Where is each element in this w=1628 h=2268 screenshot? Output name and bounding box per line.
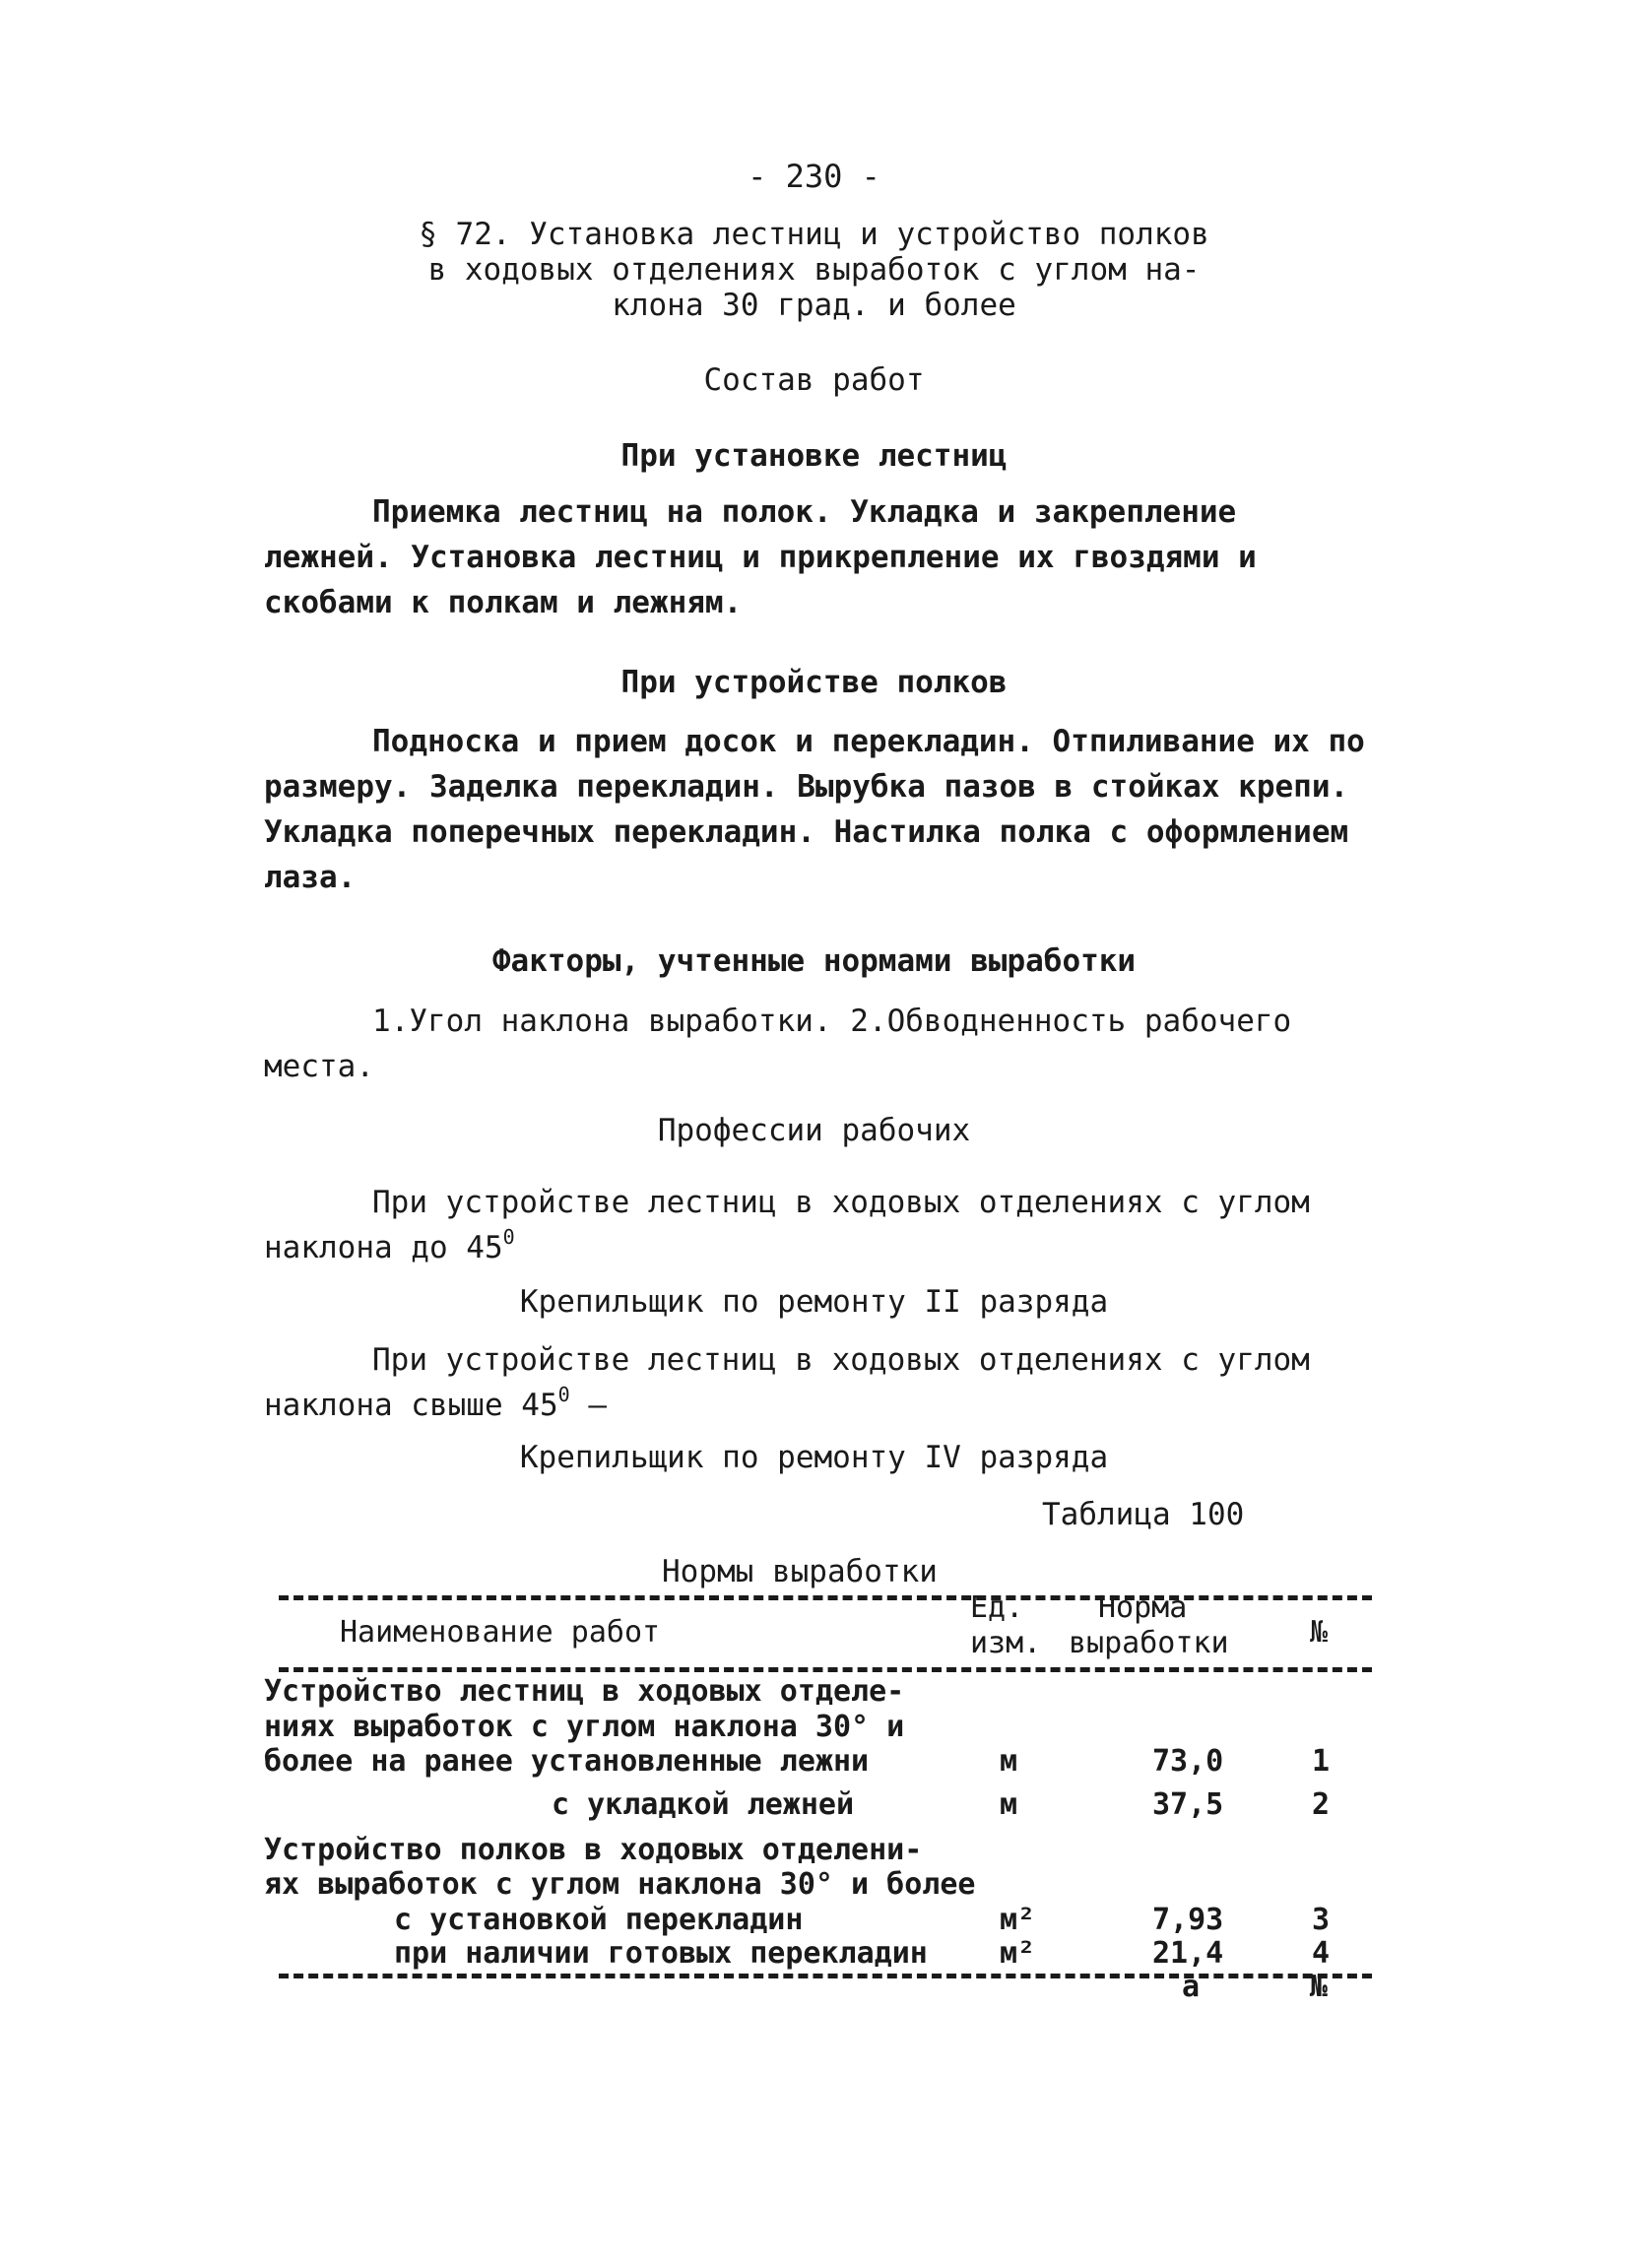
group-1-line-2: ниях выработок с углом наклона 30° и xyxy=(264,1710,905,1744)
row-4-unit: м² xyxy=(1000,1936,1036,1971)
page-number: - 230 - xyxy=(748,158,880,195)
section-title-line-1: § 72. Установка лестниц и устройство полков xyxy=(419,217,1209,252)
row-1-num: 1 xyxy=(1312,1744,1331,1779)
row-1-unit: м xyxy=(1000,1744,1018,1779)
ladders-paragraph: Приемка лестниц на полок. Укладка и закрепление лежней. Установка лестниц и прикрепление их гвоздями и скобами к полкам и лежням. xyxy=(264,494,1257,620)
row-2-num: 2 xyxy=(1312,1787,1331,1822)
profession-case-2 xyxy=(264,1337,1367,1428)
profession-case-2-suffix: – xyxy=(569,1388,607,1423)
row-2-name: с укладкой лежней xyxy=(552,1787,855,1822)
factors-paragraph: 1.Угол наклона выработки. 2.Обводненность рабочего места. xyxy=(264,1004,1292,1084)
professions-heading: Профессии рабочих xyxy=(657,1113,971,1148)
header-norm-line-1: Норма xyxy=(1098,1590,1188,1625)
header-num: № xyxy=(1310,1615,1329,1650)
row-2-unit: м xyxy=(1000,1787,1018,1822)
group-1-line-3: более на ранее установленные лежни xyxy=(264,1744,870,1779)
profession-case-2-worker: Крепильщик по ремонту IV разряда xyxy=(519,1440,1109,1475)
header-unit-line-2: изм. xyxy=(970,1626,1042,1660)
degree-sup: 0 xyxy=(557,1383,570,1406)
row-4-num: 4 xyxy=(1312,1936,1331,1971)
composition-heading: Состав работ xyxy=(703,362,925,398)
row-3-num: 3 xyxy=(1312,1903,1331,1937)
shelves-paragraph: Подноска и прием досок и перекладин. Отпиливание их по размеру. Заделка перекладин. Вырубка пазов в стойках крепи. Укладка поперечных перекладин. Настилка полка с оформлением лаза. xyxy=(264,724,1365,895)
row-2-norm: 37,5 xyxy=(1152,1787,1224,1822)
footer-num: № xyxy=(1310,1970,1329,2004)
header-unit-line-1: Ед. xyxy=(970,1590,1024,1625)
profession-case-1-worker: Крепильщик по ремонту II разряда xyxy=(519,1284,1109,1320)
degree-sup: 0 xyxy=(502,1225,515,1249)
table-caption: Нормы выработки xyxy=(662,1554,938,1589)
row-4-norm: 21,4 xyxy=(1152,1936,1224,1971)
table-header-rule xyxy=(279,1667,1372,1672)
header-name: Наименование работ xyxy=(340,1615,661,1650)
profession-case-1-text: При устройстве лестниц в ходовых отделениях с углом наклона до 45 xyxy=(264,1185,1310,1265)
header-norm-line-2: выработки xyxy=(1069,1626,1229,1660)
table-bottom-rule xyxy=(279,1974,1372,1978)
row-3-unit: м² xyxy=(1000,1903,1036,1937)
group-2-line-1: Устройство полков в ходовых отделени- xyxy=(264,1833,923,1867)
factors-heading: Факторы, учтенные нормами выработки xyxy=(491,943,1137,979)
section-title-line-2: в ходовых отделениях выработок с углом на- xyxy=(427,252,1201,288)
group-1-line-1: Устройство лестниц в ходовых отделе- xyxy=(264,1674,905,1709)
shelves-heading: При устройстве полков xyxy=(620,665,1008,700)
row-3-name: с установкой перекладин xyxy=(394,1903,804,1937)
table-label: Таблица 100 xyxy=(1042,1497,1245,1532)
table-top-rule xyxy=(279,1595,1372,1600)
row-1-norm: 73,0 xyxy=(1152,1744,1224,1779)
row-4-name: при наличии готовых перекладин xyxy=(394,1936,928,1971)
section-title-line-3: клона 30 град. и более xyxy=(612,288,1016,323)
profession-case-2-text: При устройстве лестниц в ходовых отделениях с углом наклона свыше 45 xyxy=(264,1342,1310,1423)
row-3-norm: 7,93 xyxy=(1152,1903,1224,1937)
ladders-heading: При установке лестниц xyxy=(620,438,1008,474)
group-2-line-2: ях выработок с углом наклона 30° и более xyxy=(264,1867,976,1902)
profession-case-1 xyxy=(264,1180,1367,1270)
footer-col-letter: а xyxy=(1182,1970,1201,2004)
